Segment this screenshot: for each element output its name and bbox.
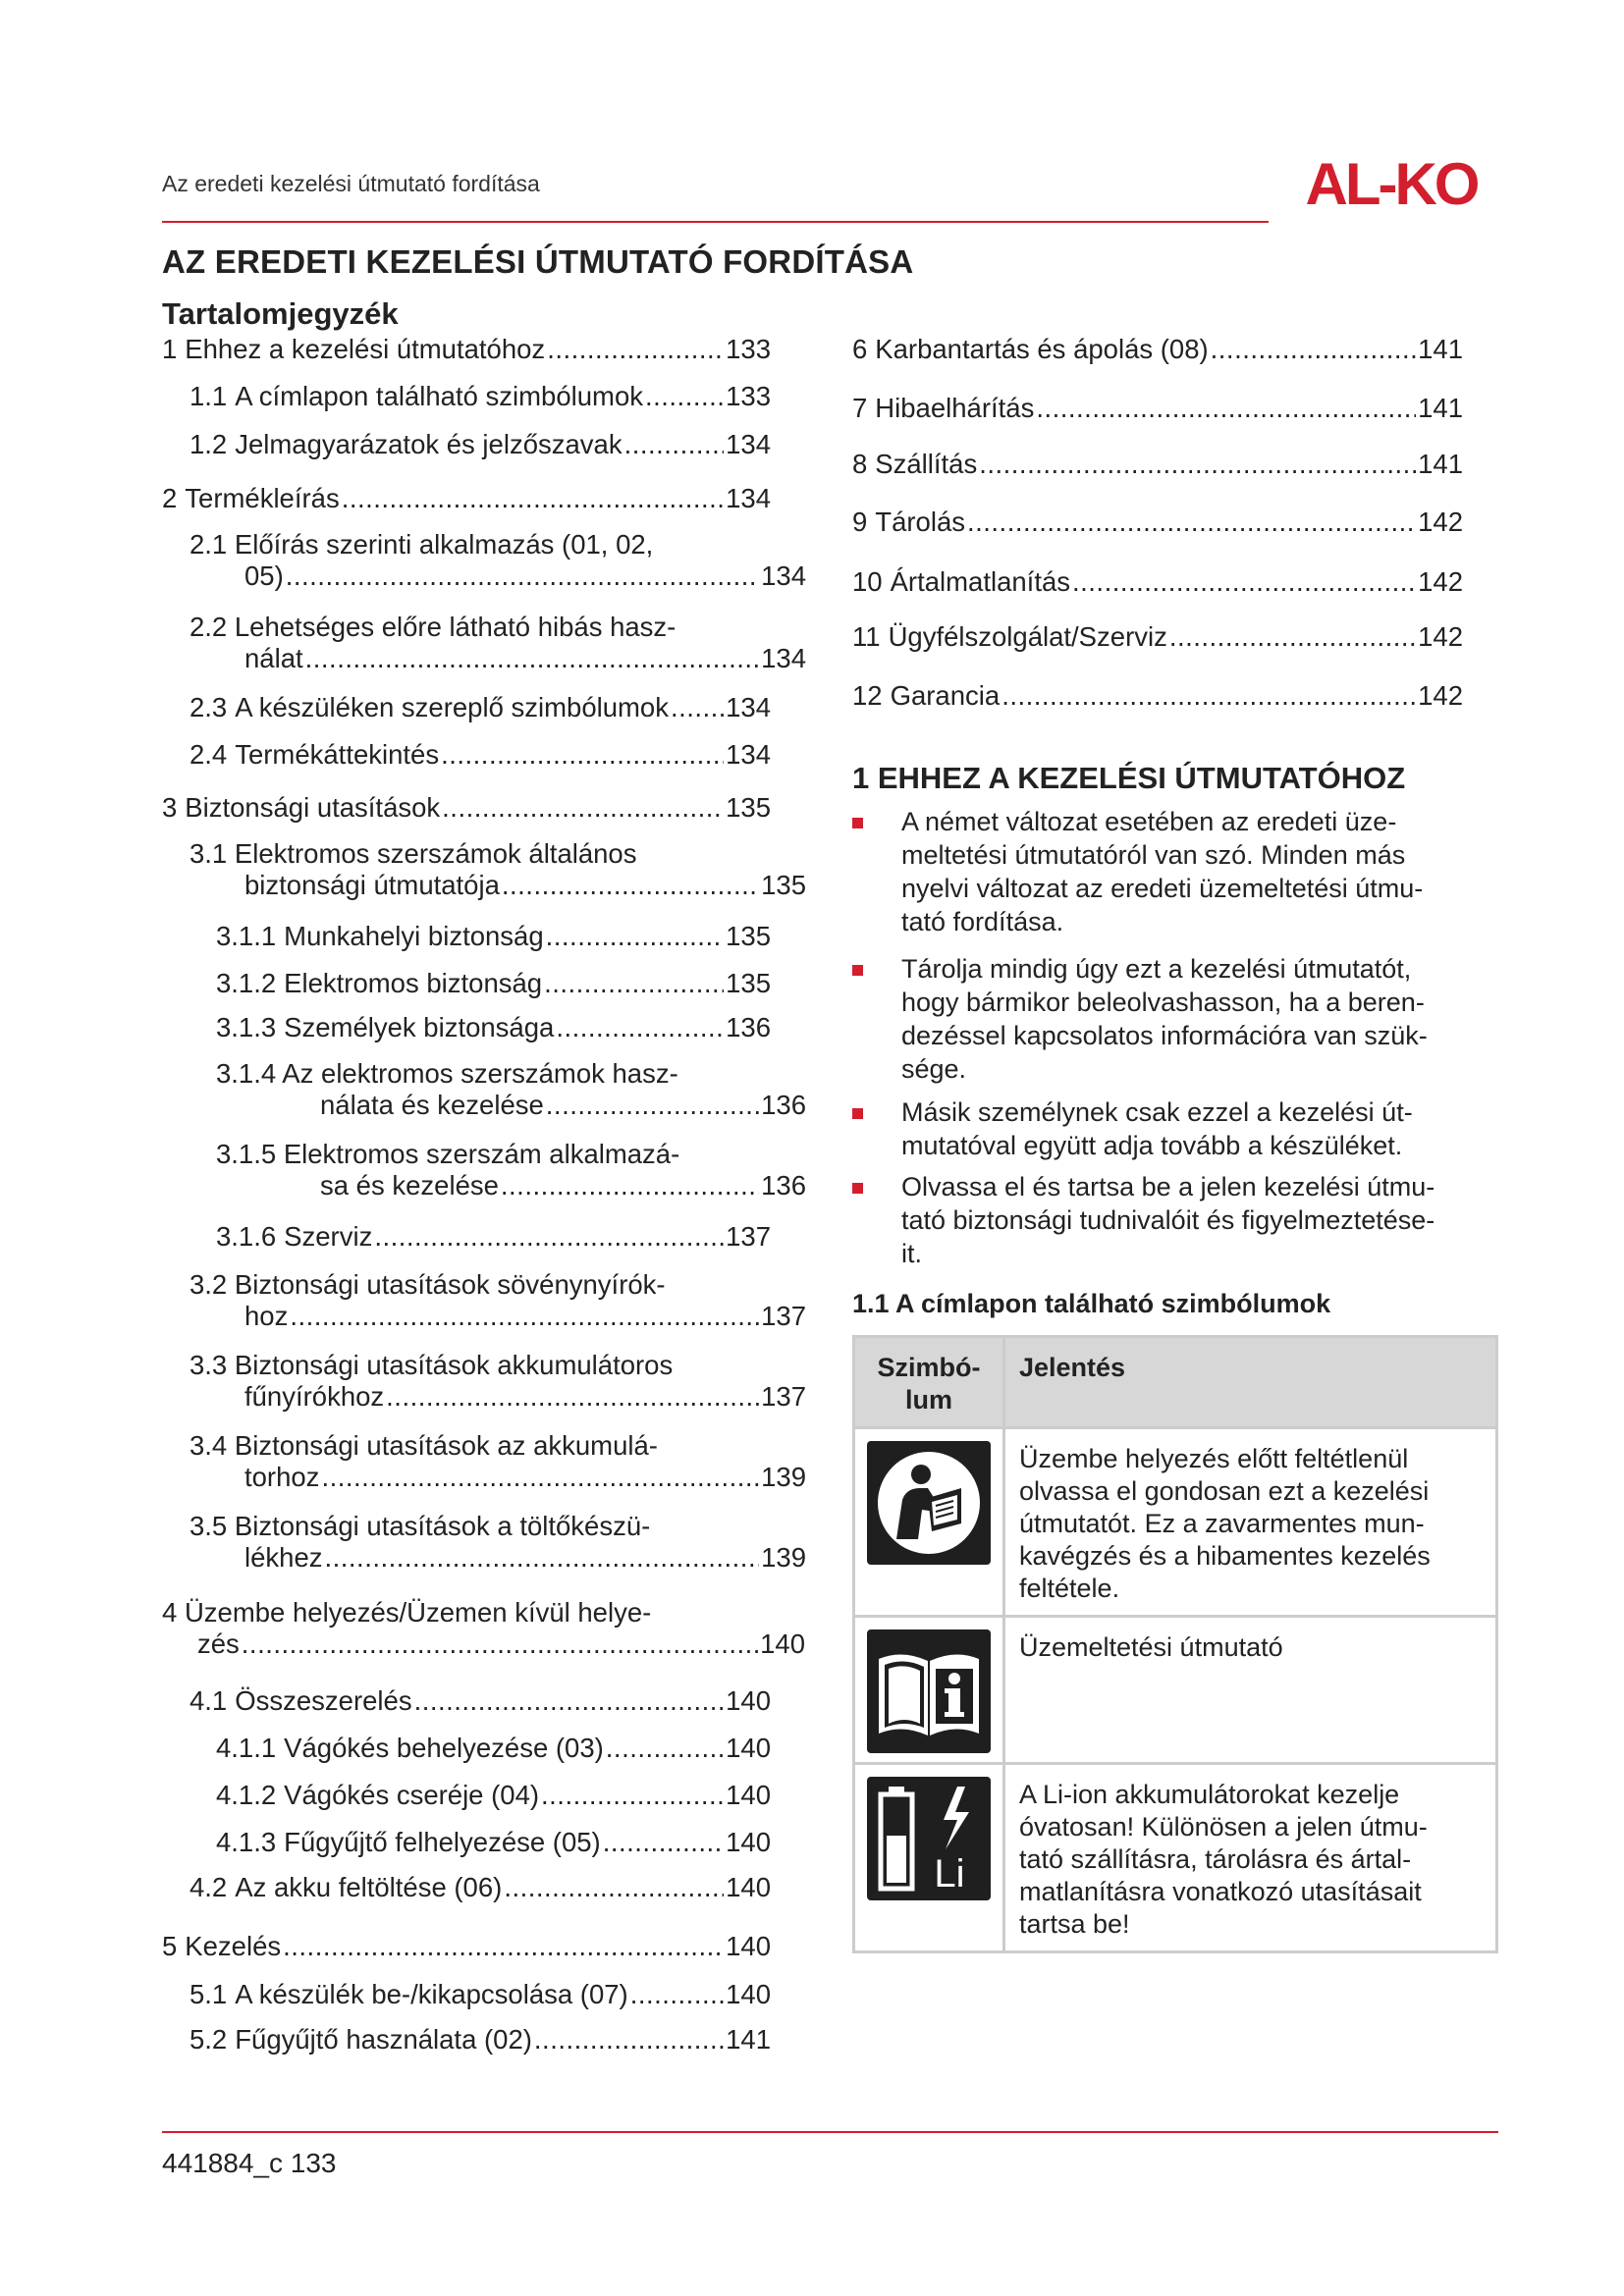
toc-entry-number: 3.1.4 [216, 1058, 277, 1089]
toc-entry-text-cont: lékhez [244, 1542, 323, 1573]
toc-entry-text: Az elektromos szerszámok hasz- [282, 1058, 678, 1089]
toc-entry-page: 134 [726, 692, 771, 722]
toc-entry[interactable] [189, 1978, 771, 2011]
toc-leader-dots [286, 560, 759, 593]
toc-entry-text-cont: sa és kezelése [320, 1170, 499, 1201]
toc-entry[interactable] [162, 333, 771, 366]
toc-entry-text: Az akku feltöltése (06) [235, 1872, 503, 1902]
toc-entry[interactable] [216, 1011, 771, 1044]
toc-entry-text: Személyek biztonsága [284, 1012, 555, 1042]
toc-entry-page: 135 [726, 792, 771, 823]
li-ion-battery-icon [867, 1777, 991, 1900]
toc-entry-text: Garancia [890, 680, 1001, 711]
toc-entry[interactable] [189, 380, 771, 413]
toc-leader-dots [606, 1732, 724, 1765]
toc-entry[interactable] [189, 428, 771, 461]
toc-entry-text-cont: hoz [244, 1301, 289, 1331]
toc-entry-text: Fűgyűjtő használata (02) [235, 2024, 532, 2055]
meaning-text-line: olvassa el gondosan ezt a kezelési [1019, 1476, 1430, 1506]
toc-entry[interactable] [189, 1349, 806, 1414]
toc-entry-page: 140 [760, 1629, 805, 1659]
bullet-text-line: Olvassa el és tartsa be a jelen kezelési útmu- [901, 1172, 1435, 1201]
toc-leader-dots [321, 1461, 759, 1494]
toc-entry-number: 3.4 [189, 1430, 228, 1461]
toc-entry[interactable] [216, 1138, 806, 1202]
toc-entry-page: 142 [1418, 680, 1463, 711]
bullet-square-icon [852, 1108, 863, 1119]
col-header-symbol [854, 1337, 1004, 1428]
toc-entry-number: 3.1.2 [216, 968, 277, 998]
toc-entry-number: 3.2 [189, 1269, 228, 1300]
toc-entry-number: 11 [852, 621, 881, 652]
toc-entry-page: 134 [726, 429, 771, 459]
bullet-square-icon [852, 818, 863, 828]
toc-leader-dots [546, 1089, 759, 1122]
toc-entry-number: 10 [852, 566, 883, 597]
toc-leader-dots [546, 920, 724, 953]
meaning-cell [1004, 1764, 1497, 1952]
meaning-text-line: óvatosan! Különösen a jelen útmu- [1019, 1812, 1428, 1842]
toc-entry-number: 2.4 [189, 739, 228, 770]
symbol-cell [854, 1764, 1004, 1952]
li-label: Li [934, 1852, 965, 1896]
toc-entry-line1 [216, 1138, 806, 1171]
toc-leader-dots [386, 1380, 759, 1414]
toc-entry-number: 8 [852, 449, 868, 479]
toc-entry-text: Ügyfélszolgálat/Szerviz [888, 621, 1167, 652]
toc-entry-line1 [216, 1057, 806, 1091]
symbols-table [852, 1335, 1498, 1953]
meaning-text-line: Üzembe helyezés előtt feltétlenül [1019, 1444, 1409, 1473]
meaning-text-line: Üzemeltetési útmutató [1019, 1632, 1283, 1662]
bullet-text-line: nyelvi változat az eredeti üzemeltetési útmu- [901, 874, 1424, 903]
toc-entry-text: Biztonsági utasítások sövénynyírók- [234, 1269, 666, 1300]
toc-entry-line1 [162, 1596, 805, 1629]
toc-leader-dots [603, 1826, 724, 1859]
bullet-text-line: mutatóval együtt adja tovább a készüléket. [901, 1131, 1403, 1160]
toc-entry-number: 1 [162, 334, 178, 364]
toc-entry[interactable] [162, 1596, 805, 1661]
toc-entry-page: 142 [1418, 566, 1463, 597]
toc-entry-page: 136 [761, 1090, 806, 1120]
table-row [854, 1428, 1497, 1617]
toc-entry-text: Szállítás [875, 449, 978, 479]
table-row [854, 1617, 1497, 1764]
toc-entry[interactable] [216, 920, 771, 953]
toc-entry-line1 [189, 1268, 806, 1302]
meaning-text-line: A Li-ion akkumulátorokat kezelje [1019, 1780, 1400, 1809]
toc-entry-page: 140 [726, 1780, 771, 1810]
bullet-text-line: meltetési útmutatóról van szó. Minden más [901, 840, 1406, 870]
toc-entry-text-cont: nálata és kezelése [320, 1090, 544, 1120]
toc-entry[interactable] [189, 1510, 806, 1575]
toc-entry-text: Biztonsági utasítások [185, 792, 441, 823]
toc-entry-line1 [189, 1510, 806, 1543]
toc-entry-page: 140 [726, 1872, 771, 1902]
toc-leader-dots [1169, 620, 1416, 654]
toc-entry-page: 137 [761, 1381, 806, 1412]
toc-leader-dots [1001, 679, 1416, 713]
toc-entry-text: A készüléken szereplő szimbólumok [235, 692, 669, 722]
toc-entry-number: 2.3 [189, 692, 228, 722]
bullet-text-line: tató fordítása. [901, 907, 1064, 936]
toc-entry[interactable] [189, 1429, 806, 1494]
toc-entry[interactable] [216, 1779, 771, 1812]
toc-entry[interactable] [216, 1732, 771, 1765]
toc-entry-page: 133 [726, 381, 771, 411]
toc-leader-dots [504, 1871, 724, 1904]
toc-entry-page: 135 [761, 870, 806, 900]
bullet-text-line: sége. [901, 1054, 967, 1084]
bullet-text-line: tató biztonsági tudnivalóit és figyelmeztetése- [901, 1205, 1435, 1235]
toc-entry-text: Fűgyűjtő felhelyezése (05) [284, 1827, 601, 1857]
toc-entry-page: 141 [1418, 449, 1463, 479]
col-header-symbol-line1: Szimbó- [877, 1353, 981, 1382]
toc-entry-number: 4.2 [189, 1872, 228, 1902]
toc-entry[interactable] [189, 1268, 806, 1333]
toc-entry[interactable] [162, 1930, 771, 1963]
toc-entry-text: A készülék be-/kikapcsolása (07) [235, 1979, 628, 2009]
toc-heading: Tartalomjegyzék [162, 296, 399, 331]
toc-entry-line1 [189, 1429, 806, 1463]
toc-leader-dots [624, 428, 725, 461]
toc-leader-dots [283, 1930, 724, 1963]
toc-leader-dots [342, 482, 724, 515]
toc-entry-text: Elektromos szerszámok általános [234, 838, 637, 869]
toc-entry-page: 135 [726, 921, 771, 951]
toc-entry-number: 3.1.3 [216, 1012, 277, 1042]
toc-entry[interactable] [189, 738, 771, 772]
toc-entry[interactable] [162, 791, 771, 825]
meaning-text-line: feltétele. [1019, 1574, 1120, 1603]
toc-entry-text: Biztonsági utasítások a töltőkészü- [234, 1511, 651, 1541]
toc-leader-dots [541, 1779, 724, 1812]
toc-entry-page: 141 [1418, 393, 1463, 423]
toc-entry-text: Lehetséges előre látható hibás hasz- [234, 612, 677, 642]
toc-leader-dots [671, 691, 724, 724]
toc-entry-page: 141 [726, 2024, 771, 2055]
toc-entry-page: 141 [1418, 334, 1463, 364]
toc-entry-page: 140 [726, 1733, 771, 1763]
toc-entry-page: 137 [761, 1301, 806, 1331]
toc-entry[interactable] [189, 528, 806, 593]
toc-entry[interactable] [852, 506, 1463, 539]
toc-leader-dots [645, 380, 724, 413]
toc-entry-text: Tárolás [875, 507, 965, 537]
toc-entry-number: 3.1.6 [216, 1221, 277, 1252]
toc-entry-number: 3.1 [189, 838, 228, 869]
section-1-bullets [852, 805, 1500, 1276]
bullet-square-icon [852, 965, 863, 976]
footer-rule [162, 2131, 1498, 2133]
toc-entry-text: Ehhez a kezelési útmutatóhoz [185, 334, 546, 364]
toc-entry-text-cont: fűnyírókhoz [244, 1381, 385, 1412]
meaning-text-line: útmutatót. Ez a zavarmentes mun- [1019, 1509, 1425, 1538]
toc-entry[interactable] [216, 967, 771, 1000]
toc-entry-page: 142 [1418, 507, 1463, 537]
toc-entry[interactable] [189, 691, 771, 724]
toc-entry-number: 3.3 [189, 1350, 228, 1380]
toc-leader-dots [242, 1628, 758, 1661]
toc-entry-text: Munkahelyi biztonság [284, 921, 544, 951]
toc-leader-dots [325, 1541, 760, 1575]
toc-entry-number: 6 [852, 334, 868, 364]
symbol-cell [854, 1428, 1004, 1617]
toc-entry[interactable] [189, 2023, 771, 2056]
toc-entry-line1 [189, 611, 806, 644]
toc-entry-number: 3.5 [189, 1511, 228, 1541]
toc-entry-text: Üzembe helyezés/Üzemen kívül helye- [184, 1597, 652, 1628]
toc-entry-text-cont: nálat [244, 643, 303, 673]
toc-leader-dots [534, 2023, 724, 2056]
toc-entry-text-cont: zés [197, 1629, 240, 1659]
toc-leader-dots [442, 791, 724, 825]
toc-entry[interactable] [216, 1826, 771, 1859]
toc-entry[interactable] [852, 620, 1463, 654]
col-header-meaning: Jelentés [1004, 1337, 1497, 1428]
toc-entry-text: A címlapon található szimbólumok [235, 381, 643, 411]
bullet-square-icon [852, 1183, 863, 1194]
toc-entry-text: Előírás szerinti alkalmazás (01, 02, [234, 529, 654, 560]
toc-entry-page: 140 [726, 1827, 771, 1857]
toc-entry-number: 4.1.1 [216, 1733, 277, 1763]
toc-entry-number: 5.2 [189, 2024, 228, 2055]
toc-entry-number: 3.1.5 [216, 1139, 277, 1169]
toc-leader-dots [441, 738, 724, 772]
toc-entry-page: 134 [726, 483, 771, 513]
bullet-item [852, 1170, 1500, 1270]
bullet-text-line: Tárolja mindig úgy ezt a kezelési útmutatót, [901, 954, 1412, 984]
col-header-symbol-line2: lum [904, 1385, 952, 1415]
toc-entry-text: Karbantartás és ápolás (08) [875, 334, 1209, 364]
toc-leader-dots [1036, 392, 1416, 425]
operating-manual-info-icon [867, 1629, 991, 1753]
toc-entry[interactable] [189, 611, 806, 675]
toc-entry-text-cont: biztonsági útmutatója [244, 870, 500, 900]
symbol-cell [854, 1617, 1004, 1764]
toc-entry[interactable] [852, 448, 1463, 481]
toc-entry-page: 134 [726, 739, 771, 770]
toc-entry[interactable] [852, 392, 1463, 425]
page-title: AZ EREDETI KEZELÉSI ÚTMUTATÓ FORDÍTÁSA [162, 243, 914, 280]
toc-entry-text: Jelmagyarázatok és jelzőszavak [235, 429, 623, 459]
toc-entry-number: 2.2 [189, 612, 228, 642]
toc-leader-dots [290, 1300, 759, 1333]
toc-entry-number: 1.2 [189, 429, 228, 459]
toc-leader-dots [967, 506, 1416, 539]
toc-entry[interactable] [852, 565, 1463, 599]
toc-entry-number: 4.1.3 [216, 1827, 277, 1857]
toc-entry-text: Összeszerelés [235, 1685, 412, 1716]
toc-entry-number: 5 [162, 1931, 178, 1961]
running-title: Az eredeti kezelési útmutató fordítása [162, 171, 540, 196]
toc-entry-page: 134 [761, 643, 806, 673]
toc-leader-dots [630, 1978, 724, 2011]
section-1-1-heading: 1.1 A címlapon található szimbólumok [852, 1289, 1331, 1318]
bullet-text-line: A német változat esetében az eredeti üze- [901, 807, 1397, 836]
al-ko-logo [1284, 157, 1498, 212]
table-row [854, 1764, 1497, 1952]
meaning-text-line: tató szállításra, tárolásra és ártal- [1019, 1844, 1412, 1874]
toc-leader-dots [305, 642, 759, 675]
meaning-cell [1004, 1428, 1497, 1617]
toc-entry-number: 4.1.2 [216, 1780, 277, 1810]
toc-leader-dots [1072, 565, 1416, 599]
meaning-text-line: kavégzés és a hibamentes kezelés [1019, 1541, 1431, 1571]
toc-entry-number: 5.1 [189, 1979, 228, 2009]
toc-entry[interactable] [189, 1684, 771, 1718]
toc-entry-number: 9 [852, 507, 868, 537]
toc-entry-text: Termékleírás [185, 483, 340, 513]
toc-entry-text: Kezelés [185, 1931, 282, 1961]
toc-entry-text: Hibaelhárítás [875, 393, 1035, 423]
toc-entry-text: Ártalmatlanítás [890, 566, 1071, 597]
footer-doc-page: 441884_c 133 [162, 2148, 337, 2178]
meaning-cell [1004, 1617, 1497, 1764]
toc-entry-page: 137 [726, 1221, 771, 1252]
toc-entry-page: 136 [761, 1170, 806, 1201]
toc-entry[interactable] [216, 1057, 806, 1122]
toc-entry-text: Biztonsági utasítások akkumulátoros [234, 1350, 674, 1380]
toc-entry-line1 [189, 528, 806, 561]
toc-entry[interactable] [189, 1871, 771, 1904]
toc-entry-page: 139 [761, 1462, 806, 1492]
toc-entry-text-cont: torhoz [244, 1462, 320, 1492]
toc-leader-dots [547, 333, 724, 366]
toc-entry[interactable] [852, 679, 1463, 713]
toc-entry-page: 142 [1418, 621, 1463, 652]
toc-entry[interactable] [216, 1220, 771, 1254]
bullet-text-line: hogy bármikor beleolvashasson, ha a beren- [901, 988, 1425, 1017]
bullet-text-line: it. [901, 1239, 923, 1268]
toc-entry-page: 140 [726, 1931, 771, 1961]
toc-leader-dots [544, 967, 724, 1000]
bullet-item [852, 805, 1500, 938]
toc-entry-number: 12 [852, 680, 883, 711]
toc-entry-number: 3 [162, 792, 178, 823]
toc-entry-number: 2.1 [189, 529, 228, 560]
toc-leader-dots [1211, 333, 1416, 366]
toc-entry-text: Biztonsági utasítások az akkumulá- [234, 1430, 658, 1461]
toc-entry-page: 140 [726, 1979, 771, 2009]
toc-entry-line1 [189, 837, 806, 871]
meaning-text-line: tartsa be! [1019, 1909, 1130, 1939]
toc-entry-text: Szerviz [284, 1221, 373, 1252]
bullet-item [852, 1095, 1500, 1162]
toc-entry-page: 134 [761, 561, 806, 591]
toc-entry-text: Vágókés behelyezése (03) [284, 1733, 604, 1763]
toc-leader-dots [556, 1011, 724, 1044]
bullet-text-line: Másik személynek csak ezzel a kezelési út- [901, 1097, 1413, 1127]
header-rule [162, 221, 1269, 223]
toc-entry-text: Vágókés cseréje (04) [284, 1780, 540, 1810]
meaning-text-line: matlanításra vonatkozó utasításait [1019, 1877, 1422, 1906]
toc-entry-number: 2 [162, 483, 178, 513]
toc-entry[interactable] [852, 333, 1463, 366]
toc-entry[interactable] [189, 837, 806, 902]
toc-entry-page: 139 [761, 1542, 806, 1573]
toc-entry-page: 140 [726, 1685, 771, 1716]
toc-entry-text: Elektromos biztonság [284, 968, 543, 998]
toc-leader-dots [414, 1684, 725, 1718]
toc-entry-page: 133 [726, 334, 771, 364]
bullet-text-line: dezéssel kapcsolatos információra van szük- [901, 1021, 1428, 1050]
toc-entry-number: 3.1.1 [216, 921, 277, 951]
toc-leader-dots [502, 869, 759, 902]
svg-text:AL-KO: AL-KO [1305, 157, 1478, 212]
al-ko-logo-graphic [1284, 157, 1498, 212]
toc-entry-text-cont: 05) [244, 561, 284, 591]
toc-entry[interactable] [162, 482, 771, 515]
read-manual-icon [867, 1441, 991, 1565]
toc-leader-dots [374, 1220, 724, 1254]
toc-entry-number: 4 [162, 1597, 178, 1628]
bullet-item [852, 952, 1500, 1086]
toc-entry-page: 135 [726, 968, 771, 998]
toc-leader-dots [979, 448, 1416, 481]
toc-entry-text: Elektromos szerszám alkalmazá- [283, 1139, 680, 1169]
toc-entry-number: 1.1 [189, 381, 228, 411]
toc-entry-page: 136 [726, 1012, 771, 1042]
toc-leader-dots [501, 1169, 759, 1202]
section-1-heading: 1 EHHEZ A KEZELÉSI ÚTMUTATÓHOZ [852, 761, 1406, 795]
toc-entry-text: Termékáttekintés [235, 739, 440, 770]
toc-entry-number: 7 [852, 393, 868, 423]
toc-entry-line1 [189, 1349, 806, 1382]
toc-entry-number: 4.1 [189, 1685, 228, 1716]
table-header-row [854, 1337, 1497, 1428]
